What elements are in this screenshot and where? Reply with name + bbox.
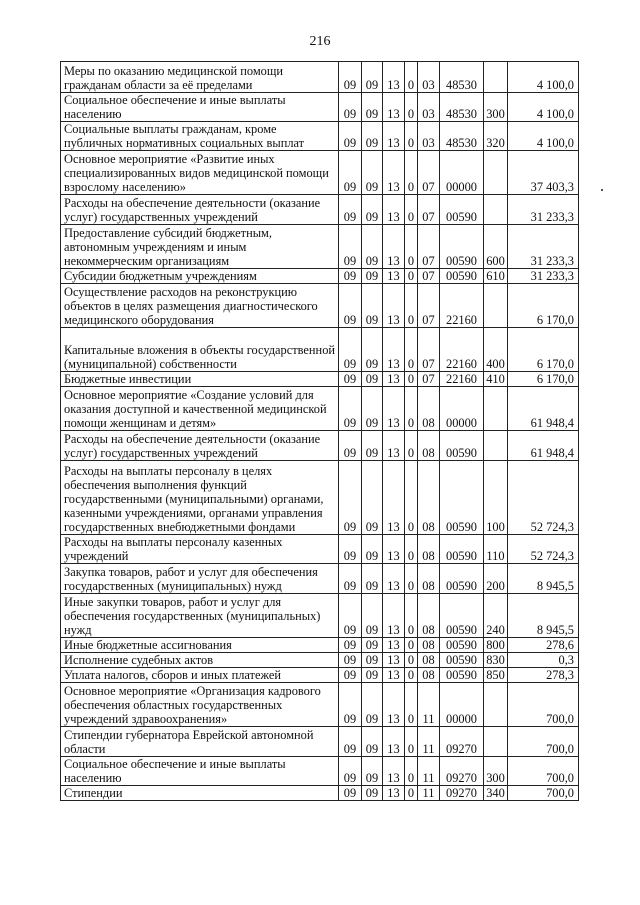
code-section: 09: [339, 269, 362, 284]
expense-type-code: 600: [484, 225, 508, 269]
code-subprogram: 0: [405, 594, 418, 638]
expense-type-code: 400: [484, 328, 508, 372]
code-section: 09: [339, 653, 362, 668]
amount-value: 31 233,3: [508, 269, 579, 284]
code-program: 13: [383, 683, 405, 727]
code-section: 09: [339, 638, 362, 653]
code-program: 13: [383, 372, 405, 387]
code-activity: 11: [418, 786, 440, 801]
expense-type-code: 100: [484, 461, 508, 535]
page-number: 216: [309, 34, 331, 49]
code-section: 09: [339, 431, 362, 461]
code-section: 09: [339, 151, 362, 195]
code-direction: 00590: [440, 461, 484, 535]
row-description: Стипендии: [61, 786, 339, 801]
code-subprogram: 0: [405, 62, 418, 93]
code-subprogram: 0: [405, 786, 418, 801]
code-section: 09: [339, 284, 362, 328]
code-direction: 00000: [440, 683, 484, 727]
code-subsection: 09: [362, 683, 383, 727]
code-activity: 03: [418, 93, 440, 122]
code-subprogram: 0: [405, 564, 418, 594]
code-direction: 09270: [440, 727, 484, 757]
code-program: 13: [383, 668, 405, 683]
table-row: [61, 225, 579, 269]
amount-value: 37 403,3: [508, 151, 579, 195]
code-activity: 07: [418, 195, 440, 225]
code-activity: 03: [418, 122, 440, 151]
expense-type-code: [484, 284, 508, 328]
code-program: 13: [383, 93, 405, 122]
code-section: 09: [339, 93, 362, 122]
table-row: [61, 668, 579, 683]
code-activity: 08: [418, 535, 440, 564]
amount-value: 52 724,3: [508, 535, 579, 564]
code-subprogram: 0: [405, 195, 418, 225]
table-row: [61, 683, 579, 727]
expense-type-code: 110: [484, 535, 508, 564]
table-row: [61, 653, 579, 668]
code-direction: 00590: [440, 225, 484, 269]
code-program: 13: [383, 786, 405, 801]
code-subsection: 09: [362, 431, 383, 461]
code-subsection: 09: [362, 284, 383, 328]
code-subprogram: 0: [405, 372, 418, 387]
code-section: 09: [339, 535, 362, 564]
row-description: Расходы на обеспечение деятельности (оказание услуг) государственных учреждений: [61, 195, 339, 225]
code-section: 09: [339, 122, 362, 151]
code-activity: 07: [418, 151, 440, 195]
code-activity: 07: [418, 372, 440, 387]
code-activity: 11: [418, 683, 440, 727]
code-activity: 08: [418, 638, 440, 653]
code-program: 13: [383, 284, 405, 328]
row-description: Социальное обеспечение и иные выплаты населению: [61, 93, 339, 122]
code-direction: 00590: [440, 535, 484, 564]
code-subprogram: 0: [405, 683, 418, 727]
table-row: [61, 372, 579, 387]
expense-type-code: 300: [484, 93, 508, 122]
code-subprogram: 0: [405, 122, 418, 151]
amount-value: 700,0: [508, 727, 579, 757]
code-subprogram: 0: [405, 387, 418, 431]
code-subsection: 09: [362, 372, 383, 387]
code-subprogram: 0: [405, 269, 418, 284]
code-section: 09: [339, 757, 362, 786]
code-program: 13: [383, 225, 405, 269]
code-subsection: 09: [362, 328, 383, 372]
code-direction: 00590: [440, 564, 484, 594]
code-subprogram: 0: [405, 461, 418, 535]
code-section: 09: [339, 62, 362, 93]
amount-value: 4 100,0: [508, 93, 579, 122]
budget-table-body: [61, 62, 579, 801]
code-section: 09: [339, 564, 362, 594]
code-section: 09: [339, 786, 362, 801]
table-row: [61, 431, 579, 461]
table-row: [61, 269, 579, 284]
code-section: 09: [339, 328, 362, 372]
code-subprogram: 0: [405, 535, 418, 564]
amount-value: 4 100,0: [508, 62, 579, 93]
row-description: Иные закупки товаров, работ и услуг для обеспечения государственных (муниципальных) нужд: [61, 594, 339, 638]
code-subprogram: 0: [405, 727, 418, 757]
code-program: 13: [383, 195, 405, 225]
code-subsection: 09: [362, 564, 383, 594]
amount-value: 8 945,5: [508, 594, 579, 638]
expense-type-code: [484, 62, 508, 93]
code-direction: 00000: [440, 151, 484, 195]
table-row: [61, 535, 579, 564]
code-direction: 00000: [440, 387, 484, 431]
code-subsection: 09: [362, 535, 383, 564]
amount-value: 61 948,4: [508, 387, 579, 431]
code-section: 09: [339, 594, 362, 638]
code-activity: 08: [418, 564, 440, 594]
table-row: [61, 638, 579, 653]
code-subsection: 09: [362, 387, 383, 431]
code-program: 13: [383, 727, 405, 757]
expense-type-code: [484, 195, 508, 225]
code-subprogram: 0: [405, 638, 418, 653]
code-direction: 00590: [440, 195, 484, 225]
code-activity: 08: [418, 594, 440, 638]
code-subprogram: 0: [405, 93, 418, 122]
code-direction: 22160: [440, 372, 484, 387]
code-program: 13: [383, 461, 405, 535]
expense-type-code: [484, 151, 508, 195]
row-description: Бюджетные инвестиции: [61, 372, 339, 387]
row-description: Исполнение судебных актов: [61, 653, 339, 668]
expense-type-code: 240: [484, 594, 508, 638]
row-description: Закупка товаров, работ и услуг для обеспечения государственных (муниципальных) нужд: [61, 564, 339, 594]
table-row: [61, 461, 579, 535]
code-program: 13: [383, 387, 405, 431]
row-description: Основное мероприятие «Организация кадрового обеспечения областных государственных учреждений здравоохранения»: [61, 683, 339, 727]
amount-value: 6 170,0: [508, 372, 579, 387]
row-description: Осуществление расходов на реконструкцию объектов в целях размещения диагностического медицинского оборудования: [61, 284, 339, 328]
code-subsection: 09: [362, 122, 383, 151]
amount-value: 8 945,5: [508, 564, 579, 594]
row-description: Уплата налогов, сборов и иных платежей: [61, 668, 339, 683]
code-subprogram: 0: [405, 653, 418, 668]
code-direction: 00590: [440, 668, 484, 683]
code-activity: 07: [418, 284, 440, 328]
table-row: [61, 564, 579, 594]
code-subprogram: 0: [405, 328, 418, 372]
row-description: Капитальные вложения в объекты государственной (муниципальной) собственности: [61, 328, 339, 372]
amount-value: 278,6: [508, 638, 579, 653]
amount-value: 700,0: [508, 757, 579, 786]
code-subsection: 09: [362, 151, 383, 195]
code-subprogram: 0: [405, 225, 418, 269]
code-section: 09: [339, 668, 362, 683]
table-row: [61, 328, 579, 372]
table-row: [61, 122, 579, 151]
code-subsection: 09: [362, 594, 383, 638]
expense-type-code: 830: [484, 653, 508, 668]
table-row: [61, 284, 579, 328]
code-direction: 09270: [440, 786, 484, 801]
code-program: 13: [383, 328, 405, 372]
expense-type-code: 200: [484, 564, 508, 594]
code-activity: 08: [418, 431, 440, 461]
code-activity: 07: [418, 225, 440, 269]
code-activity: 07: [418, 328, 440, 372]
row-description: Субсидии бюджетным учреждениям: [61, 269, 339, 284]
code-section: 09: [339, 461, 362, 535]
row-description: Иные бюджетные ассигнования: [61, 638, 339, 653]
expense-type-code: 340: [484, 786, 508, 801]
amount-value: 52 724,3: [508, 461, 579, 535]
code-activity: 08: [418, 387, 440, 431]
code-program: 13: [383, 431, 405, 461]
expense-type-code: 300: [484, 757, 508, 786]
code-direction: 22160: [440, 328, 484, 372]
table-row: [61, 757, 579, 786]
code-activity: 08: [418, 668, 440, 683]
code-program: 13: [383, 62, 405, 93]
code-program: 13: [383, 269, 405, 284]
code-subsection: 09: [362, 195, 383, 225]
amount-value: 31 233,3: [508, 195, 579, 225]
table-row: [61, 195, 579, 225]
code-section: 09: [339, 387, 362, 431]
code-direction: 48530: [440, 62, 484, 93]
table-row: [61, 62, 579, 93]
code-activity: 11: [418, 727, 440, 757]
code-direction: 48530: [440, 93, 484, 122]
row-description: Расходы на выплаты персоналу в целях обеспечения выполнения функций государственными (муниципальными) органами, казенными учреждениями, органами управления государственных внебюджетными фондами: [61, 461, 339, 535]
code-section: 09: [339, 225, 362, 269]
table-row: [61, 387, 579, 431]
code-subprogram: 0: [405, 431, 418, 461]
amount-value: 6 170,0: [508, 328, 579, 372]
code-direction: 09270: [440, 757, 484, 786]
expense-type-code: [484, 387, 508, 431]
code-activity: 08: [418, 461, 440, 535]
code-subsection: 09: [362, 653, 383, 668]
table-row: [61, 151, 579, 195]
amount-value: 31 233,3: [508, 225, 579, 269]
code-program: 13: [383, 638, 405, 653]
row-description: Предоставление субсидий бюджетным, автономным учреждениям и иным некоммерческим организациям: [61, 225, 339, 269]
code-program: 13: [383, 535, 405, 564]
code-subsection: 09: [362, 757, 383, 786]
code-direction: 48530: [440, 122, 484, 151]
row-description: Социальные выплаты гражданам, кроме публичных нормативных социальных выплат: [61, 122, 339, 151]
expense-type-code: [484, 431, 508, 461]
code-program: 13: [383, 564, 405, 594]
amount-value: 6 170,0: [508, 284, 579, 328]
code-subprogram: 0: [405, 757, 418, 786]
code-subsection: 09: [362, 727, 383, 757]
code-subsection: 09: [362, 461, 383, 535]
code-subsection: 09: [362, 269, 383, 284]
amount-value: 4 100,0: [508, 122, 579, 151]
amount-value: 700,0: [508, 683, 579, 727]
expense-type-code: [484, 683, 508, 727]
code-subprogram: 0: [405, 668, 418, 683]
code-subprogram: 0: [405, 284, 418, 328]
code-program: 13: [383, 151, 405, 195]
code-direction: 22160: [440, 284, 484, 328]
code-program: 13: [383, 594, 405, 638]
scan-artifact-dot: [601, 189, 603, 191]
code-activity: 11: [418, 757, 440, 786]
code-activity: 03: [418, 62, 440, 93]
row-description: Расходы на обеспечение деятельности (оказание услуг) государственных учреждений: [61, 431, 339, 461]
code-section: 09: [339, 195, 362, 225]
code-activity: 07: [418, 269, 440, 284]
table-row: [61, 93, 579, 122]
expense-type-code: 800: [484, 638, 508, 653]
budget-table: [60, 61, 579, 801]
code-direction: 00590: [440, 653, 484, 668]
code-subsection: 09: [362, 225, 383, 269]
amount-value: 278,3: [508, 668, 579, 683]
expense-type-code: 410: [484, 372, 508, 387]
code-section: 09: [339, 372, 362, 387]
code-subsection: 09: [362, 62, 383, 93]
row-description: Основное мероприятие «Развитие иных специализированных видов медицинской помощи взрослому населению»: [61, 151, 339, 195]
code-section: 09: [339, 683, 362, 727]
expense-type-code: [484, 727, 508, 757]
row-description: Меры по оказанию медицинской помощи гражданам области за её пределами: [61, 62, 339, 93]
code-subprogram: 0: [405, 151, 418, 195]
code-subsection: 09: [362, 786, 383, 801]
row-description: Расходы на выплаты персоналу казенных учреждений: [61, 535, 339, 564]
code-direction: 00590: [440, 269, 484, 284]
amount-value: 700,0: [508, 786, 579, 801]
code-program: 13: [383, 757, 405, 786]
code-subsection: 09: [362, 668, 383, 683]
code-activity: 08: [418, 653, 440, 668]
expense-type-code: 610: [484, 269, 508, 284]
table-row: [61, 727, 579, 757]
table-row: [61, 786, 579, 801]
table-row: [61, 594, 579, 638]
row-description: Основное мероприятие «Создание условий для оказания доступной и качественной медицинской помощи женщинам и детям»: [61, 387, 339, 431]
expense-type-code: 850: [484, 668, 508, 683]
code-subsection: 09: [362, 638, 383, 653]
row-description: Социальное обеспечение и иные выплаты населению: [61, 757, 339, 786]
code-direction: 00590: [440, 431, 484, 461]
code-program: 13: [383, 653, 405, 668]
code-section: 09: [339, 727, 362, 757]
amount-value: 0,3: [508, 653, 579, 668]
code-direction: 00590: [440, 594, 484, 638]
row-description: Стипендии губернатора Еврейской автономной области: [61, 727, 339, 757]
expense-type-code: 320: [484, 122, 508, 151]
code-program: 13: [383, 122, 405, 151]
code-subsection: 09: [362, 93, 383, 122]
amount-value: 61 948,4: [508, 431, 579, 461]
code-direction: 00590: [440, 638, 484, 653]
